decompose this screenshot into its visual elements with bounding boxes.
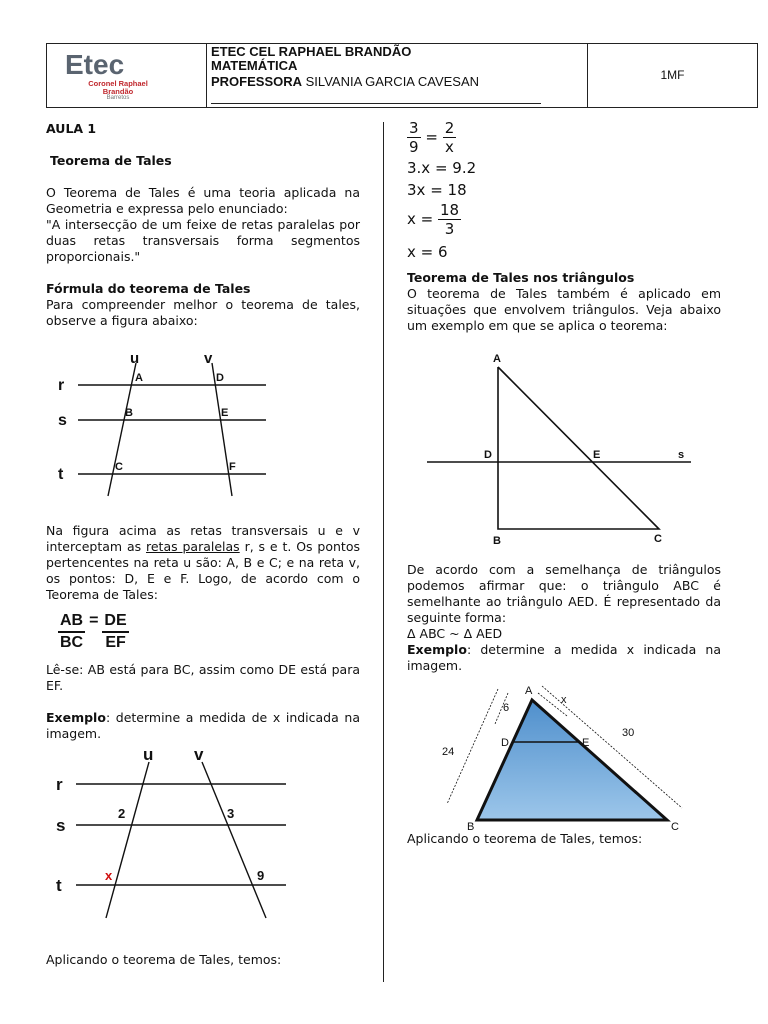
eq1-left-num: 3 xyxy=(409,119,419,137)
example-1-text: : determine a medida de x indicada na imagem. xyxy=(46,710,360,741)
point-f: F xyxy=(229,461,236,473)
tri2-point-c: C xyxy=(671,821,679,833)
figure-description xyxy=(46,523,360,603)
lesson-title: Teorema de Tales xyxy=(50,153,172,168)
eq4-fraction xyxy=(438,201,461,238)
point-d: D xyxy=(216,372,224,384)
logo-subtitle xyxy=(63,80,173,103)
teacher-label: PROFESSORA xyxy=(211,74,303,89)
class-code: 1MF xyxy=(660,68,685,82)
logo-cell xyxy=(47,44,207,107)
class-cell xyxy=(588,44,757,107)
equation-5: x = 6 xyxy=(407,243,448,261)
column-divider xyxy=(383,122,384,982)
transversal-u xyxy=(108,363,136,496)
left-column xyxy=(46,121,360,968)
ex-transversal-u xyxy=(106,762,149,918)
teacher-name: SILVANIA GARCIA CAVESAN xyxy=(305,74,480,89)
applying-left: Aplicando o teorema de Tales, temos: xyxy=(46,952,282,967)
intro-paragraph: O Teorema de Tales é uma teoria aplicada na Geometria e expressa pelo enunciado: xyxy=(46,185,360,216)
eq1-right-den: x xyxy=(445,138,454,156)
example-2-label: Exemplo xyxy=(407,642,467,657)
ex-label-r: r xyxy=(56,775,63,794)
point-b: B xyxy=(125,407,133,419)
tales-figure-2 xyxy=(54,748,294,923)
tri-point-c: C xyxy=(654,533,662,545)
tri2-point-a: A xyxy=(525,685,533,697)
tri-label-s: s xyxy=(678,449,685,461)
ex-label-t: t xyxy=(56,876,62,895)
tri2-point-e: E xyxy=(582,737,590,749)
eq1-equals: = xyxy=(425,128,438,146)
ex-value-x: x xyxy=(105,868,113,883)
applying-right: Aplicando o teorema de Tales, temos: xyxy=(407,831,643,846)
ex-value-2: 2 xyxy=(118,806,126,821)
equation-1 xyxy=(407,119,721,157)
equation-2: 3.x = 9.2 xyxy=(407,159,477,177)
ex-value-9: 9 xyxy=(257,868,265,883)
eq1-right-fraction xyxy=(443,119,457,156)
triangle-figure-2 xyxy=(397,680,697,835)
label-s: s xyxy=(58,412,67,429)
tri-point-d: D xyxy=(484,449,492,461)
lesson-number: AULA 1 xyxy=(46,121,97,136)
subject-name: MATEMÁTICA xyxy=(211,58,298,73)
tri-point-a: A xyxy=(493,353,501,365)
right-column xyxy=(407,119,721,847)
eq1-right-num: 2 xyxy=(444,119,455,137)
triangle-heading: Teorema de Tales nos triângulos xyxy=(407,270,635,285)
ex-value-3: 3 xyxy=(227,806,235,821)
ex-label-u: u xyxy=(143,748,154,764)
triangle-abc-filled xyxy=(477,700,667,820)
school-info-cell xyxy=(207,44,588,107)
triangle-text: O teorema de Tales também é aplicado em situações que envolvem triângulos. Veja abaixo um exemplo em que se aplica o teorema: xyxy=(407,286,721,333)
label-v: v xyxy=(204,351,213,367)
intro-quote: "A intersecção de um feixe de retas paralelas por duas retas transversais forma segmentos proporcionais." xyxy=(46,217,360,264)
figure-description-end: r, s e t. Os pontos pertencentes na reta u são: A, B e C; e na reta v, os pontos: D, E e F. Logo, de acordo com o Teorema de Tales: xyxy=(46,539,360,602)
teacher-underline xyxy=(211,103,541,104)
header-table xyxy=(46,43,758,108)
logo-subtitle-line3: Barretos xyxy=(106,95,130,101)
ex-label-s: s xyxy=(56,816,66,835)
triangle-abc xyxy=(498,367,659,529)
tri-point-b: B xyxy=(493,535,501,547)
ratio-reading: Lê-se: AB está para BC, assim como DE está para EF. xyxy=(46,662,360,693)
formula-heading: Fórmula do teorema de Tales xyxy=(46,281,251,296)
school-name: ETEC CEL RAPHAEL BRANDÃO xyxy=(211,44,412,59)
ratio-de: DE xyxy=(102,611,128,633)
eq4-lhs: x = xyxy=(407,210,434,228)
equation-4 xyxy=(407,201,721,241)
point-c: C xyxy=(115,461,123,473)
label-u: u xyxy=(130,351,140,367)
eq1-left-den: 9 xyxy=(409,138,419,156)
parallel-lines-link[interactable]: retas paralelas xyxy=(146,539,240,554)
eq1-left-fraction xyxy=(407,119,421,156)
logo-subtitle-line2: Brandão xyxy=(102,86,134,96)
tri2-value-30: 30 xyxy=(622,727,635,739)
logo-subtitle-line1: Coronel Raphael xyxy=(88,79,148,88)
example-1-label: Exemplo xyxy=(46,710,106,725)
ex-transversal-v xyxy=(202,762,266,918)
ratio-ab-bc xyxy=(58,611,85,653)
tri2-value-x: x xyxy=(561,694,567,706)
ratio-de-ef xyxy=(102,611,128,653)
ratio-ab: AB xyxy=(58,611,85,633)
ratio-ef: EF xyxy=(105,634,126,651)
similarity-text: De acordo com a semelhança de triângulos podemos afirmar que: o triângulo ABC é semelhante ao triângulo AED. É representado da seguinte forma: xyxy=(407,562,721,625)
eq4-num: 18 xyxy=(440,201,460,219)
teacher-line xyxy=(211,75,479,89)
tri-point-e: E xyxy=(593,449,601,461)
example-1-prompt xyxy=(46,710,360,742)
tri2-value-6: 6 xyxy=(503,702,510,714)
ratio-equals: = xyxy=(89,612,99,629)
point-e: E xyxy=(221,407,229,419)
similarity-notation: Δ ABC ~ Δ AED xyxy=(407,626,503,641)
formula-text: Para compreender melhor o teorema de tales, observe a figura abaixo: xyxy=(46,297,360,328)
measure-24-line xyxy=(447,689,498,804)
example-2-prompt xyxy=(407,642,721,674)
tri2-value-24: 24 xyxy=(442,746,455,758)
ratio-bc: BC xyxy=(60,634,84,651)
tales-figure-1 xyxy=(56,351,286,501)
ex-label-v: v xyxy=(194,748,204,764)
example-2-text: : determine a medida x indicada na imagem. xyxy=(407,642,721,673)
point-a: A xyxy=(135,372,143,384)
tales-ratio xyxy=(58,611,360,655)
equation-3: 3x = 18 xyxy=(407,181,467,199)
etec-logo: Etec xyxy=(65,49,125,80)
eq4-den: 3 xyxy=(444,220,455,238)
figure-description-start: Na figura acima as retas transversais u e v interceptam as xyxy=(46,523,360,554)
label-r: r xyxy=(58,377,65,394)
triangle-figure-1 xyxy=(423,352,723,547)
tri2-point-b: B xyxy=(467,821,475,833)
label-t: t xyxy=(58,466,64,483)
tri2-point-d: D xyxy=(501,737,509,749)
